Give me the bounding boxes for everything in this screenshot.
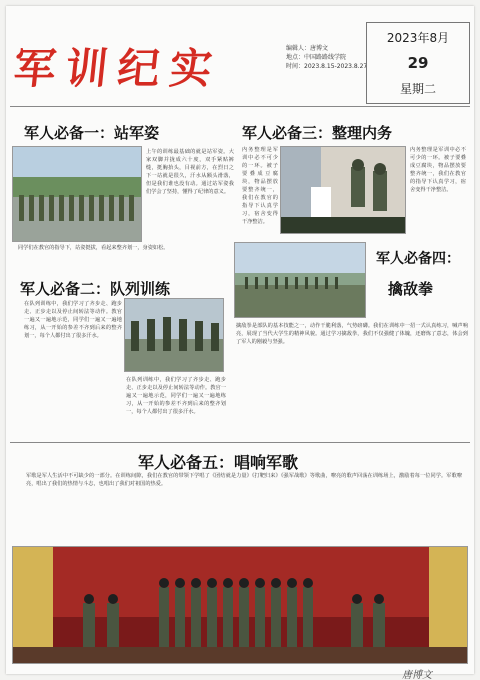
section5-title: 军人必备五：唱响军歌 bbox=[138, 453, 299, 472]
marching-image bbox=[125, 299, 224, 372]
time-line: 时间：2023.8.15-2023.8.27 bbox=[286, 63, 368, 70]
soldiers-standing-image bbox=[13, 147, 142, 242]
signature: 唐博文 bbox=[402, 670, 432, 680]
location-line: 地点：中国路路线学院 bbox=[286, 54, 347, 61]
section3-title: 军人必备三：整理内务 bbox=[242, 124, 393, 142]
section4-photo bbox=[234, 242, 366, 318]
newspaper-sheet bbox=[6, 6, 474, 680]
dorm-inspection-image bbox=[281, 147, 406, 234]
section4-title: 军人必备四： bbox=[376, 251, 460, 267]
date-weekday: 星期二 bbox=[399, 82, 436, 96]
section5-photo bbox=[12, 546, 468, 664]
date-day: 29 bbox=[407, 54, 429, 72]
masthead bbox=[11, 36, 225, 96]
section3-photo bbox=[280, 146, 406, 234]
section4-text: 擒敌拳是部队的基本技能之一，动作干脆利落，气势磅礴。我们在训练中一招一式认真练习，喊声响亮，展现了当代大学生的精神风貌。通过学习擒敌拳，我们不仅强健了体魄，还磨炼了意志，体会到了军人的刚毅与坚强。 bbox=[236, 323, 468, 345]
section5-text: 军歌是军人生活中不可缺少的一部分。在训练间隙，我们在教官的带领下学唱了《团结就是力量》《打靶归来》《强军战歌》等歌曲，嘹亮的歌声回荡在训练场上，激励着每一位同学。军歌嘹亮，唱出了我们的热情与斗志，也唱出了我们对祖国的热爱。 bbox=[26, 473, 462, 487]
section2-title: 军人必备二：队列训练 bbox=[20, 280, 171, 298]
section2-text-cont: 在队列训练中，我们学习了齐步走、跑步走、正步走以及停止间转法等动作。教官一遍又一遍地示范，同学们一遍又一遍地练习，从一开始的参差不齐到后来的整齐划一，每个人都付出了很多汗水。 bbox=[126, 377, 226, 415]
section1-caption: 同学们在教官的指导下，站姿挺拔，看起来整齐划一，身姿如松。 bbox=[18, 245, 169, 251]
section3-text: 内务整理是军训中必不可少的一环。被子要叠成豆腐块，物品摆放要整齐统一，我们在教官的指导下认真学习，宿舍变得干净整洁。 bbox=[242, 147, 278, 225]
section2-text: 在队列训练中，我们学习了齐步走、跑步走、正步走以及停止间转法等动作。教官一遍又一遍地示范，同学们一遍又一遍地练习，从一开始的参差不齐到后来的整齐划一，每个人都付出了很多汗水。 bbox=[24, 301, 122, 339]
section1-text: 上午的训练最基础的就是站军姿。大家双脚并拢成六十度，双手紧贴裤缝，挺胸抬头，目视前方，在烈日之下一站就是很久，汗水从额头滑落，但是我们谁也没有动。通过站军姿我们学会了坚持，懂得了纪律的意义。 bbox=[146, 149, 234, 195]
choir-stage-image bbox=[13, 547, 468, 664]
section4-subtitle: 擒敌拳 bbox=[388, 280, 434, 298]
masthead-title: 军训纪实 bbox=[11, 44, 225, 93]
section1-photo bbox=[12, 146, 142, 242]
date-box bbox=[366, 22, 470, 104]
drill-field-image bbox=[235, 243, 366, 318]
editor-info bbox=[286, 44, 367, 71]
editor-line: 编辑人：唐博文 bbox=[286, 45, 329, 52]
divider-bottom bbox=[10, 442, 470, 443]
section1-title: 军人必备一：站军姿 bbox=[24, 124, 160, 142]
section3-text-cont: 内务整理是军训中必不可少的一环。被子要叠成豆腐块，物品摆放要整齐统一，我们在教官的指导下认真学习，宿舍变得干净整洁。 bbox=[410, 147, 466, 193]
date-year-month: 2023年8月 bbox=[386, 31, 450, 45]
divider-top bbox=[10, 106, 470, 107]
section2-photo bbox=[124, 298, 224, 372]
